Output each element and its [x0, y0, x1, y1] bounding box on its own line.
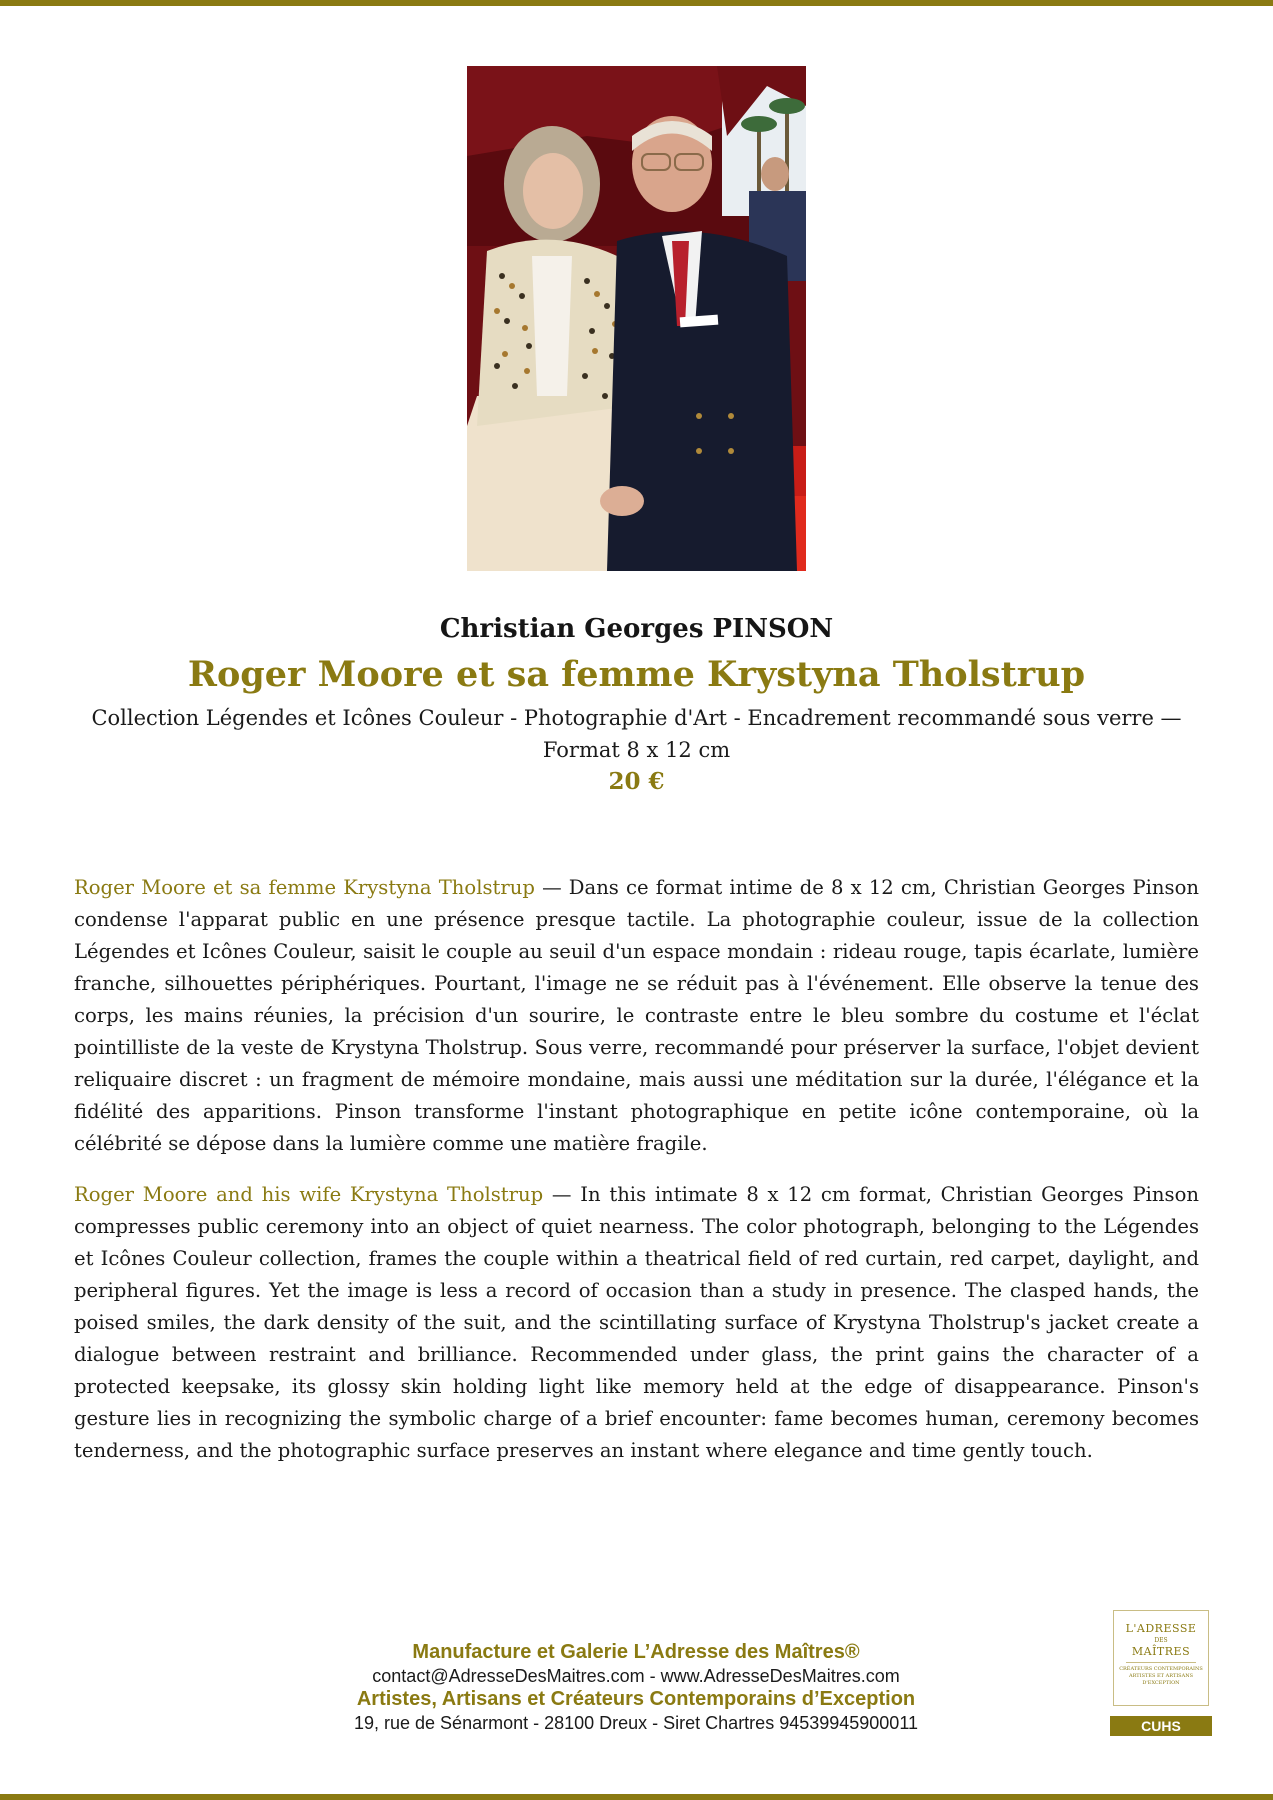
description-french-body: — Dans ce format intime de 8 x 12 cm, Christian Georges Pinson condense l'apparat public en une présence presque tactile. La photographie couleur, issue de la collection Légendes et Icônes Couleur, saisit le couple au seuil d'un espace mondain : rideau rouge, tapis écarlate, lumière franche, silhouettes périphériques. Pourtant, l'image ne se réduit pas à l'événement. Elle observe la tenue des corps, les mains réunies, la précision d'un sourire, le contraste entre le bleu sombre du costume et l'éclat pointilliste de la veste de Krystyna Tholstrup. Sous verre, recommandé pour préserver la surface, l'objet devient reliquaire discret : un fragment de mémoire mondaine, mais aussi une méditation sur la durée, l'élégance et la fidélité des apparitions. Pinson transforme l'instant photographique en petite icône contemporaine, où la célébrité se dépose dans la lumière comme une matière fragile. — [74, 876, 1199, 1155]
description-french-lead: Roger Moore et sa femme Krystyna Tholstrup — [74, 876, 535, 899]
logo-line-6: D'EXCEPTION — [1142, 1680, 1180, 1686]
footer-gallery-name: Manufacture et Galerie L’Adresse des Maîtres® — [412, 1641, 860, 1663]
footer-tagline: Artistes, Artisans et Créateurs Contemporains d’Exception — [356, 1688, 916, 1710]
logo-line-5: ARTISTES ET ARTISANS — [1128, 1673, 1194, 1679]
artwork-price: 20 € — [608, 768, 665, 795]
description-english-body: — In this intimate 8 x 12 cm format, Christian Georges Pinson compresses public ceremony into an object of quiet nearness. The color photograph, belonging to the Légendes et Icônes Couleur collection, frames the couple within a theatrical field of red curtain, red carpet, daylight, and peripheral figures. Yet the image is less a record of occasion than a study in presence. The clasped hands, the poised smiles, the dark density of the suit, and the scintillating surface of Krystyna Tholstrup's jacket create a dialogue between restraint and brilliance. Recommended under glass, the print gains the character of a protected keepsake, its glossy skin holding light like memory held at the edge of disappearance. Pinson's gesture lies in recognizing the symbolic charge of a brief encounter: fame becomes human, ceremony becomes tenderness, and the photographic surface preserves an instant where elegance and time gently touch. — [74, 1183, 1199, 1462]
logo-line-4: CRÉATEURS CONTEMPORAINS — [1119, 1666, 1203, 1672]
footer — [300, 1640, 972, 1734]
top-border — [0, 0, 1273, 6]
logo-line-1: L'ADRESSE — [1125, 1622, 1197, 1635]
logo-line-2: DES — [1154, 1637, 1168, 1644]
logo-divider — [1126, 1662, 1196, 1663]
footer-contact: contact@AdresseDesMaitres.com - www.AdresseDesMaitres.com — [372, 1666, 900, 1686]
bottom-border — [0, 1794, 1273, 1800]
description-english-lead: Roger Moore and his wife Krystyna Tholstrup — [74, 1183, 544, 1206]
description-english — [74, 1179, 1199, 1467]
artwork-title: Roger Moore et sa femme Krystyna Tholstrup — [187, 654, 1086, 695]
description-french — [74, 872, 1199, 1160]
gallery-logo — [1113, 1610, 1209, 1706]
artist-name: Christian Georges PINSON — [439, 614, 834, 644]
logo-badge: CUHS — [1110, 1716, 1212, 1736]
artwork-photograph — [467, 66, 806, 571]
logo-line-3: MAÎTRES — [1131, 1645, 1191, 1658]
artwork-subtitle: Collection Légendes et Icônes Couleur - Photographie d'Art - Encadrement recommandé sous verre — Format 8 x 12 cm — [91, 706, 1182, 762]
footer-address: 19, rue de Sénarmont - 28100 Dreux - Siret Chartres 94539945900011 — [353, 1713, 919, 1733]
